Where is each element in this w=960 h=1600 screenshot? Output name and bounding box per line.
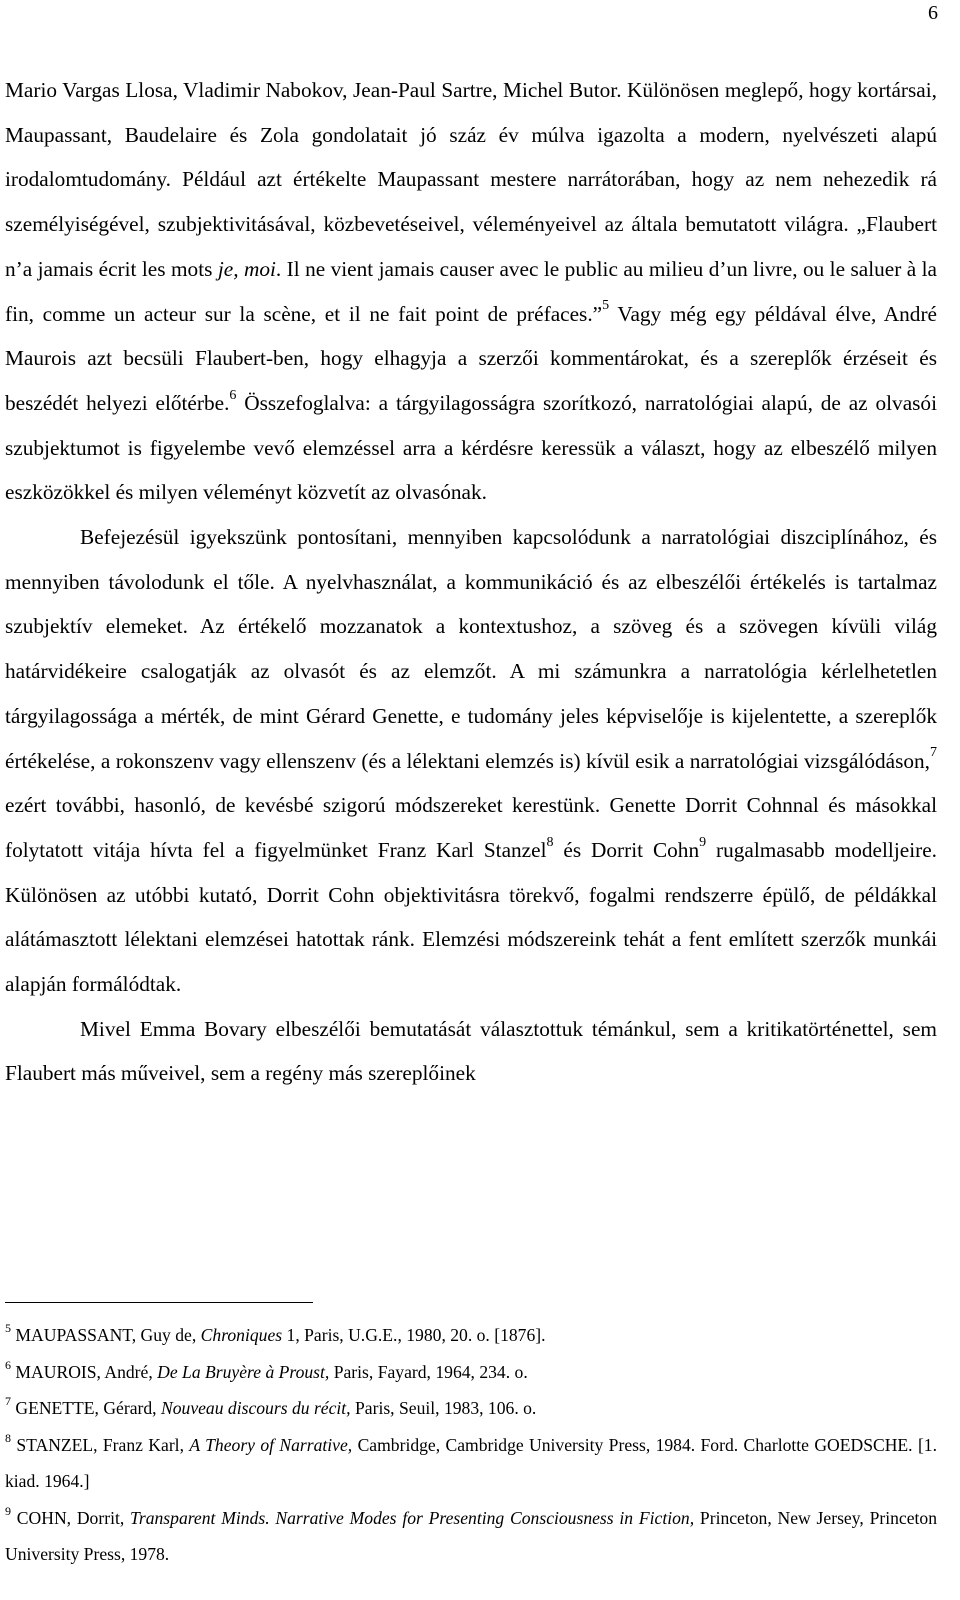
text-run: Befejezésül igyekszünk pontosítani, mennyiben kapcsolódunk a narratológiai diszciplínához, és mennyiben távolodunk el tőle. A nyelvhasználat, a kommunikáció és az elbeszélői értékelés is tartalmaz szubjektív elemeket. Az értékelő mozzanatok a kontextushoz, a szöveg és a szövegen kívüli világ határvidékeire csalogatják az olvasót és az elemzőt. A mi számunkra a narratológia kérlelhetetlen tárgyilagossága a mérték, de mint Gérard Genette, e tudomány jeles képviselője is kijelentette, a szereplők értékelése, a rokonszenv vagy ellenszenv (és a lélektani elemzés is) kívül esik a narratológiai vizsgálódáson,	[5, 525, 937, 773]
footnote-number: 8	[5, 1430, 11, 1445]
footnote-8	[5, 1427, 937, 1500]
paragraph-1	[5, 68, 937, 515]
text-run: és Dorrit Cohn	[553, 837, 700, 862]
footnote-ref-7[interactable]: 7	[930, 745, 937, 761]
footnotes	[5, 1317, 937, 1573]
text-run: ezért további, hasonló, de kevésbé szigorú módszereket kerestünk. Genette Dorrit Cohnnal és másokkal folytatott vitája hívta fel a figyelmünket Franz Karl Stanzel	[5, 793, 937, 862]
footnote-9	[5, 1500, 937, 1573]
footnote-5	[5, 1317, 937, 1354]
text-run: Paris, Seuil, 1983, 106. o.	[350, 1398, 537, 1418]
text-run: GENETTE, Gérard,	[11, 1398, 161, 1418]
text-run: MAUPASSANT, Guy de,	[11, 1325, 201, 1345]
footnote-ref-6[interactable]: 6	[229, 387, 237, 403]
text-run: Princeton, New Jersey, Princeton University Press, 1978.	[5, 1507, 938, 1564]
footnote-ref-5[interactable]: 5	[602, 298, 610, 314]
paragraph-3	[5, 1007, 937, 1096]
text-run: Paris, Fayard, 1964, 234. o.	[329, 1361, 528, 1382]
text-run: 1, Paris, U.G.E., 1980, 20. o. [1876].	[282, 1325, 546, 1345]
footnote-number: 5	[5, 1321, 11, 1336]
text-run: STANZEL, Franz Karl,	[11, 1434, 190, 1455]
footnote-7	[5, 1390, 937, 1427]
text-run: . Il ne vient jamais causer avec le public au milieu d’un livre, ou le saluer à la fin, comme un acteur sur la scène, et il ne fait point de préfaces.”	[5, 256, 937, 326]
paragraph-2	[5, 515, 937, 1007]
text-run: Cambridge, Cambridge University Press, 1984. Ford. Charlotte GOEDSCHE. [1. kiad. 1964.]	[5, 1434, 937, 1491]
text-run: MAUROIS, André,	[11, 1361, 158, 1382]
body-text	[5, 68, 937, 1096]
italic-run: Nouveau discours du récit,	[160, 1398, 351, 1418]
italic-run: De La Bruyère à Proust,	[157, 1361, 330, 1382]
italic-run: Chroniques	[200, 1325, 283, 1345]
footnote-number: 6	[5, 1357, 11, 1372]
footnote-number: 9	[5, 1503, 11, 1518]
footnote-divider	[5, 1302, 313, 1303]
text-run: Összefoglalva: a tárgyilagosságra szorítkozó, narratológiai alapú, de az olvasói szubjektumot is figyelembe vevő elemzéssel arra a kérdésre keressük a választ, hogy az elbeszélő milyen eszközökkel és milyen véleményt közvetít az olvasónak.	[5, 390, 937, 505]
text-run: COHN, Dorrit,	[11, 1507, 131, 1528]
footnote-ref-9[interactable]: 9	[699, 834, 707, 850]
italic-run: je, moi	[217, 256, 276, 281]
text-run: Mivel Emma Bovary elbeszélői bemutatását választottuk témánkul, sem a kritikatörténettel, sem Flaubert más műveivel, sem a regény más szereplőinek	[5, 1016, 937, 1086]
italic-run: Transparent Minds. Narrative Modes for Presenting Consciousness in Fiction,	[130, 1507, 695, 1528]
footnote-6	[5, 1354, 937, 1391]
footnote-ref-8[interactable]: 8	[546, 834, 554, 850]
text-run: rugalmasabb modelljeire. Különösen az utóbbi kutató, Dorrit Cohn objektivitásra törekvő, fogalmi rendszerre épülő, de példákkal alátámasztott lélektani elemzései hatottak ránk. Elemzési módszereink tehát a fent említett szerzők munkái alapján formálódtak.	[5, 837, 937, 997]
footnote-number: 7	[5, 1394, 11, 1409]
italic-run: A Theory of Narrative,	[189, 1434, 353, 1455]
text-run: Mario Vargas Llosa, Vladimir Nabokov, Jean-Paul Sartre, Michel Butor. Különösen meglepő, hogy kortársai, Maupassant, Baudelaire és Zola gondolatait jó száz év múlva igazolta a modern, nyelvészeti alapú irodalomtudomány. Például azt értékelte Maupassant mestere narrátorában, hogy az nem nehezedik rá személyiségével, szubjektivitásával, közbevetéseivel, véleményeivel az általa bemutatott világra. „Flaubert n’a jamais écrit les mots	[5, 78, 937, 281]
page-number: 6	[928, 2, 938, 24]
text-run: Vagy még egy példával élve, André Maurois azt becsüli Flaubert-ben, hogy elhagyja a szerzői kommentárokat, és a szereplők érzéseit és beszédét helyezi előtérbe.	[5, 301, 937, 415]
